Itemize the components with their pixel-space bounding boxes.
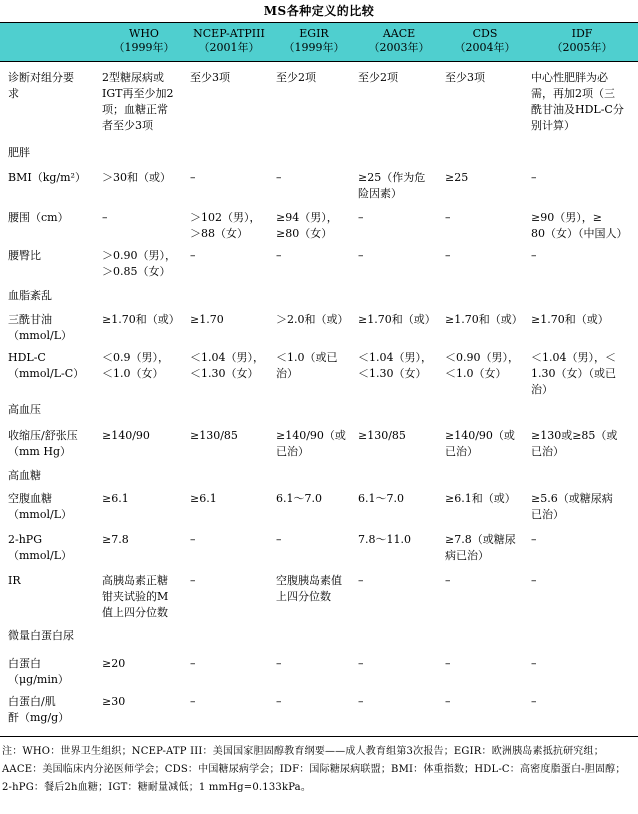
header-ncep-name: NCEP-ATPIII [193,27,265,40]
table-cell: ≥25（作为危 险因素） [358,171,426,200]
table-cell: – [190,249,196,262]
table-cell: – [190,574,196,587]
table-cell: – [190,171,196,184]
table-cell: ≥7.8（或糖尿 病已治） [445,533,516,562]
table-cell: 7.8～11.0 [358,533,411,546]
header-egir-year: （1999年） [283,41,345,54]
row-label: 高血糖 [8,469,41,482]
header-idf-year: （2005年） [551,41,613,54]
table-cell: ≥90（男），≥ 80（女）（中国人） [531,211,628,240]
table-cell: ＞2.0和（或） [276,313,349,326]
table-cell: 空腹胰岛素值 上四分位数 [276,574,342,603]
table-cell: – [276,657,282,670]
table-cell: ＜1.0（或已 治） [276,351,338,380]
header-cds-year: （2004年） [454,41,516,54]
table-cell: – [445,249,451,262]
header-aace [356,27,442,55]
table-cell: – [276,695,282,708]
table-cell: ≥6.1 [102,492,129,505]
row-label: 高血压 [8,403,41,416]
row-label: 白蛋白/肌 酐（mg/g） [8,695,70,724]
header-who-year: （1999年） [113,41,175,54]
table-cell: – [445,211,451,224]
table-cell: ＜1.04（男），＜ 1.30（女）（或已 治） [531,351,616,396]
table-cell: ＜1.04（男）， ＜1.30（女） [358,351,432,380]
table-cell: – [190,695,196,708]
row-label: 2-hPG （mmol/L） [8,533,73,562]
table-cell: – [358,695,364,708]
table-cell: ＞102（男）， ＞88（女） [190,211,261,240]
table-cell: ≥30 [102,695,126,708]
table-cell: ＜0.9（男）， ＜1.0（女） [102,351,169,380]
row-label: 三酰甘油 （mmol/L） [8,313,73,342]
table-cell: ≥6.1 [190,492,217,505]
table-cell: – [531,171,537,184]
table-cell: – [276,533,282,546]
table-cell: ＜0.90（男）， ＜1.0（女） [445,351,519,380]
table-cell: ≥130/85 [358,429,406,442]
row-label: 腰围（cm） [8,211,69,224]
table-cell: ≥140/90（或 已治） [276,429,346,458]
header-aace-name: AACE [382,27,416,40]
table-cell: 高胰岛素正糖 钳夹试验的M 值上四分位数 [102,574,169,619]
table-cell: – [531,533,537,546]
table-cell: ≥1.70和（或） [445,313,523,326]
table-cell: – [358,574,364,587]
table-cell: ≥1.70和（或） [358,313,436,326]
table-cell: ≥25 [445,171,469,184]
table-bottom-rule [0,736,638,737]
header-who [102,27,186,55]
row-label: 空腹血糖 （mmol/L） [8,492,73,521]
table-cell: ≥1.70 [190,313,224,326]
table-cell: 2型糖尿病或 IGT再至少加2 项；血糖正常 者至少3项 [102,71,174,132]
table-cell: ≥7.8 [102,533,129,546]
table-cell: ＜1.04（男）， ＜1.30（女） [190,351,264,380]
header-egir [272,27,356,55]
table-cell: – [531,695,537,708]
header-egir-name: EGIR [299,27,329,40]
table-cell: – [190,657,196,670]
table-cell: – [276,249,282,262]
table-cell: 6.1～7.0 [358,492,404,505]
header-cds [442,27,528,55]
table-cell: – [358,211,364,224]
table-cell: – [445,695,451,708]
header-ncep-year: （2001年） [198,41,260,54]
table-cell: – [358,657,364,670]
row-label: 微量白蛋白尿 [8,629,74,642]
table-cell: – [276,171,282,184]
row-label: BMI（kg/m²） [8,171,86,184]
table-cell: – [358,249,364,262]
header-idf-name: IDF [571,27,593,40]
table-cell: ＞0.90（男）， ＞0.85（女） [102,249,176,278]
table-cell: 至少2项 [276,71,316,84]
table-cell: ≥130/85 [190,429,238,442]
table-cell: ≥20 [102,657,126,670]
row-label: HDL-C （mmol/L-C） [8,351,85,380]
row-label: 白蛋白 （μg/min） [8,657,69,686]
header-aace-year: （2003年） [368,41,430,54]
table-cell: – [102,211,108,224]
table-cell: 至少3项 [445,71,485,84]
header-idf [528,27,636,55]
table-cell: ≥94（男）， ≥80（女） [276,211,338,240]
table-cell: 6.1～7.0 [276,492,322,505]
table-title: MS各种定义的比较 [263,4,375,18]
table-cell: – [190,533,196,546]
table-cell: ≥5.6（或糖尿病 已治） [531,492,613,521]
table-cell: 至少2项 [358,71,398,84]
table-cell: – [445,657,451,670]
row-label: 收缩压/舒张压 （mm Hg） [8,429,78,458]
table-header [0,22,638,62]
row-label: 诊断对组分要 求 [8,71,74,100]
table-cell: – [445,574,451,587]
header-who-name: WHO [129,27,159,40]
header-cds-name: CDS [472,27,498,40]
row-label: 血脂紊乱 [8,289,52,302]
header-ncep [186,27,272,55]
table-cell: ≥1.70和（或） [531,313,609,326]
row-label: 肥胖 [8,146,30,159]
row-label: 腰臀比 [8,249,41,262]
table-cell: ≥6.1和（或） [445,492,516,505]
table-cell: – [531,249,537,262]
row-label: IR [8,574,21,587]
table-cell: ≥130或≥85（或 已治） [531,429,618,458]
table-cell: – [531,657,537,670]
table-cell: ≥140/90 [102,429,150,442]
table-cell: ＞30和（或） [102,171,171,184]
table-cell: ≥1.70和（或） [102,313,180,326]
table-cell: – [531,574,537,587]
table-cell: 中心性肥胖为必 需，再加2项（三 酰甘油及HDL-C分 别计算） [531,71,624,132]
table-notes: 注：WHO：世界卫生组织；NCEP-ATP III：美国国家胆固醇教育纲要——成人教育组第3次报告；EGIR：欧洲胰岛素抵抗研究组；AACE：美国临床内分泌医师学会；CDS：中国糖尿病学会；IDF：国际糖尿病联盟；BMI：体重指数；HDL-C：高密度脂蛋白-胆固醇；2-hPG：餐后2h血糖；IGT：糖耐量减低；1 mmHg=0.133kPa。 [2,746,626,793]
table-cell: 至少3项 [190,71,230,84]
table-cell: ≥140/90（或 已治） [445,429,515,458]
